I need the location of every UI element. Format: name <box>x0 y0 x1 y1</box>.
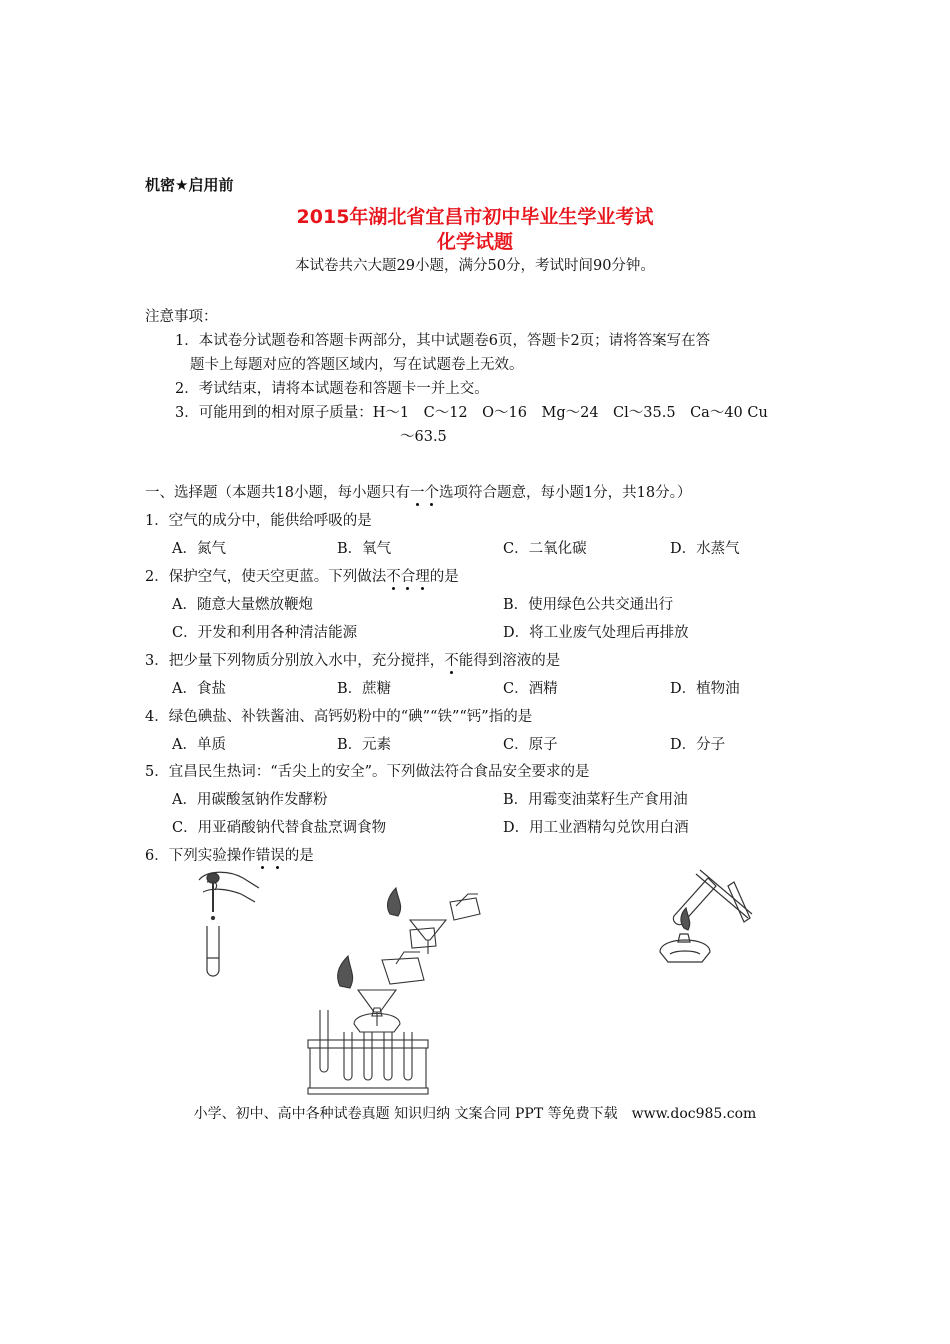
question-2-option-d: D．将工业废气处理后再排放 <box>503 625 689 641</box>
heating-test-tube-illustration <box>640 862 760 982</box>
question-3-option-a: A．食盐 <box>172 681 226 697</box>
question-4-stem: 4．绿色碘盐、补铁酱油、高钙奶粉中的“碘”“铁”“钙”指的是 <box>145 709 533 725</box>
notice-item-3-cont: ～63.5 <box>400 429 447 445</box>
notice-item-1: 1．本试卷分试题卷和答题卡两部分，其中试题卷6页，答题卡2页；请将答案写在答 <box>175 333 711 349</box>
section-1-heading: 一、选择题（本题共18小题，每小题只有一个选项符合题意，每小题1分，共18分。） <box>145 485 692 501</box>
notice-heading: 注意事项： <box>145 309 218 325</box>
exam-info: 本试卷共六大题29小题，满分50分，考试时间90分钟。 <box>295 258 655 274</box>
question-3-stem: 3．把少量下列物质分别放入水中，充分搅拌，不能得到溶液的是 <box>145 653 561 669</box>
footer-text: 小学、初中、高中各种试卷真题 知识归纳 文案合同 PPT 等免费下载 www.doc985.com <box>193 1106 757 1122</box>
question-4-option-c: C．原子 <box>503 737 558 753</box>
question-2-option-b: B．使用绿色公共交通出行 <box>503 597 674 613</box>
question-4-option-a: A．单质 <box>172 737 226 753</box>
question-5-option-c: C．用亚硝酸钠代替食盐烹调食物 <box>172 820 387 836</box>
question-5-option-a: A．用碳酸氢钠作发酵粉 <box>172 792 328 808</box>
question-2-option-a: A．随意大量燃放鞭炮 <box>172 597 313 613</box>
question-5-option-b: B．用霉变油菜籽生产食用油 <box>503 792 688 808</box>
question-5-stem: 5．宜昌民生热词：“舌尖上的安全”。下列做法符合食品安全要求的是 <box>145 764 590 780</box>
question-1-option-a: A．氮气 <box>172 541 226 557</box>
question-1-option-d: D．水蒸气 <box>670 541 740 557</box>
exam-subject: 化学试题 <box>436 231 513 253</box>
question-1-option-b: B．氧气 <box>337 541 392 557</box>
question-6-stem: 6．下列实验操作错误的是 <box>145 848 314 864</box>
question-4-option-b: B．元素 <box>337 737 392 753</box>
question-3-option-d: D．植物油 <box>670 681 740 697</box>
filtration-and-rack-illustration <box>300 880 490 1096</box>
question-2-stem: 2．保护空气，使天空更蓝。下列做法不合理的是 <box>145 569 459 585</box>
question-3-option-c: C．酒精 <box>503 681 558 697</box>
exam-title: 2015年湖北省宜昌市初中毕业生学业考试 <box>296 206 654 228</box>
question-3-option-b: B．蔗糖 <box>337 681 392 697</box>
question-2-option-c: C．开发和利用各种清洁能源 <box>172 625 358 641</box>
question-1-option-c: C．二氧化碳 <box>503 541 587 557</box>
question-1-stem: 1．空气的成分中，能供给呼吸的是 <box>145 513 372 529</box>
notice-item-3: 3．可能用到的相对原子质量：H～1 C～12 O～16 Mg～24 Cl～35.5 Ca～40 Cu <box>175 405 768 421</box>
notice-item-1-cont: 题卡上每题对应的答题区域内，写在试题卷上无效。 <box>190 357 524 373</box>
question-4-option-d: D．分子 <box>670 737 726 753</box>
confidential-mark: 机密★启用前 <box>145 176 234 194</box>
notice-item-2: 2．考试结束，请将本试题卷和答题卡一并上交。 <box>175 381 489 397</box>
question-5-option-d: D．用工业酒精勾兑饮用白酒 <box>503 820 689 836</box>
dropper-test-tube-illustration <box>185 866 265 982</box>
